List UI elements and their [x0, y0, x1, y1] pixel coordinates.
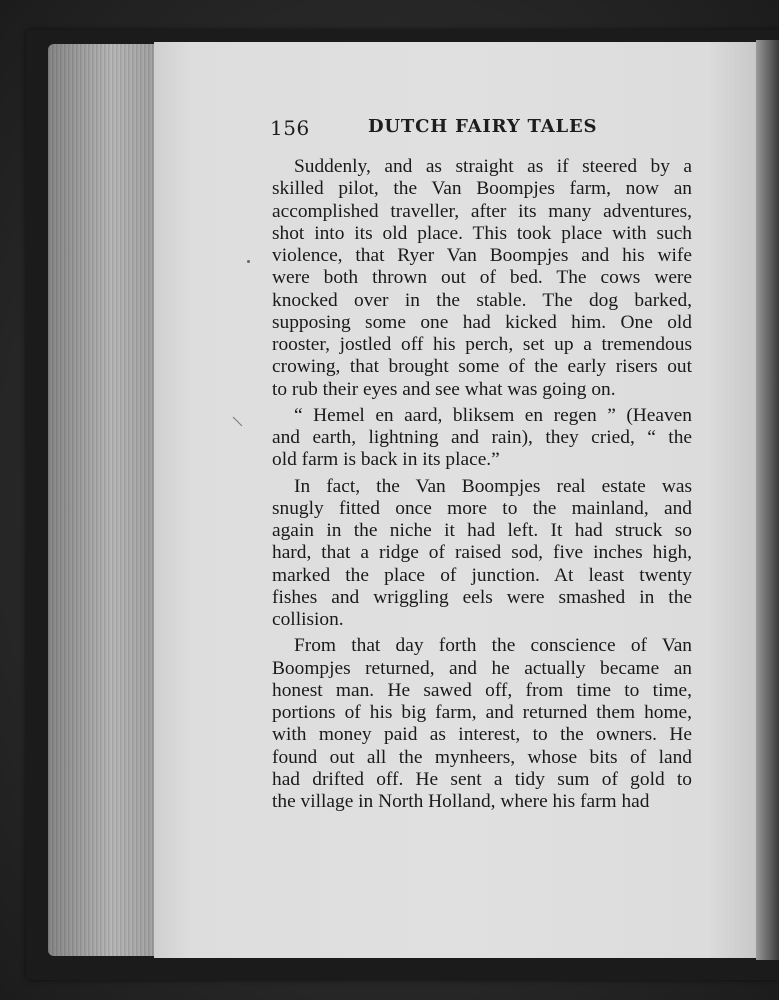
text-line: Boompjes returned, and he actually became an: [272, 657, 692, 679]
paragraph: [272, 156, 692, 401]
page-edges-stack: [48, 44, 156, 956]
text-line: Suddenly, and as straight as if steered by a: [294, 156, 692, 177]
text-line: fishes and wriggling eels were smashed in the: [272, 586, 692, 608]
running-title: DUTCH FAIRY TALES: [368, 116, 598, 137]
text-line: old farm is back in its place.”: [272, 449, 500, 471]
paragraph: [272, 405, 692, 472]
text-line: collision.: [272, 609, 344, 630]
text-line: again in the niche it had left. It had struck so: [272, 520, 692, 541]
text-line: “ Hemel en aard, bliksem en regen ” (Heaven: [294, 404, 692, 426]
text-line: skilled pilot, the Van Boompjes farm, now an: [272, 178, 692, 200]
body-text: [272, 156, 692, 817]
text-line: crowing, that brought some of the early risers out: [272, 356, 692, 378]
text-line: accomplished traveller, after its many adventures,: [272, 200, 692, 222]
text-line: shot into its old place. This took place with such: [272, 222, 692, 244]
text-line: with money paid as interest, to the owners. He: [272, 724, 692, 746]
text-line: From that day forth the conscience of Van: [294, 635, 692, 657]
text-line: to rub their eyes and see what was going on.: [272, 378, 616, 400]
page-speck: [247, 260, 250, 263]
facing-page-edge: [756, 40, 779, 960]
pencil-mark: [232, 416, 244, 428]
text-line: marked the place of junction. At least twenty: [272, 564, 692, 586]
page-header: [270, 116, 700, 146]
text-line: violence, that Ryer Van Boompjes and his wife: [272, 245, 692, 266]
text-line: were both thrown out of bed. The cows were: [272, 267, 692, 289]
paragraph: [272, 635, 692, 813]
text-line: and earth, lightning and rain), they cried, “ the: [272, 427, 692, 448]
text-line: found out all the mynheers, whose bits of land: [272, 746, 692, 768]
text-line: portions of his big farm, and returned them home,: [272, 702, 692, 723]
text-line: the village in North Holland, where his farm had: [272, 791, 650, 812]
text-line: hard, that a ridge of raised sod, five inches high,: [272, 542, 692, 564]
text-line: honest man. He sawed off, from time to time,: [272, 679, 692, 701]
text-line: In fact, the Van Boompjes real estate was: [294, 475, 692, 497]
paragraph: [272, 476, 692, 632]
text-line: knocked over in the stable. The dog barked,: [272, 289, 692, 311]
text-line: snugly fitted once more to the mainland, and: [272, 497, 692, 519]
text-line: supposing some one had kicked him. One old: [272, 311, 692, 333]
text-line: had drifted off. He sent a tidy sum of gold to: [272, 768, 692, 790]
page-number: 156: [270, 116, 310, 140]
text-line: rooster, jostled off his perch, set up a tremendous: [272, 334, 692, 355]
